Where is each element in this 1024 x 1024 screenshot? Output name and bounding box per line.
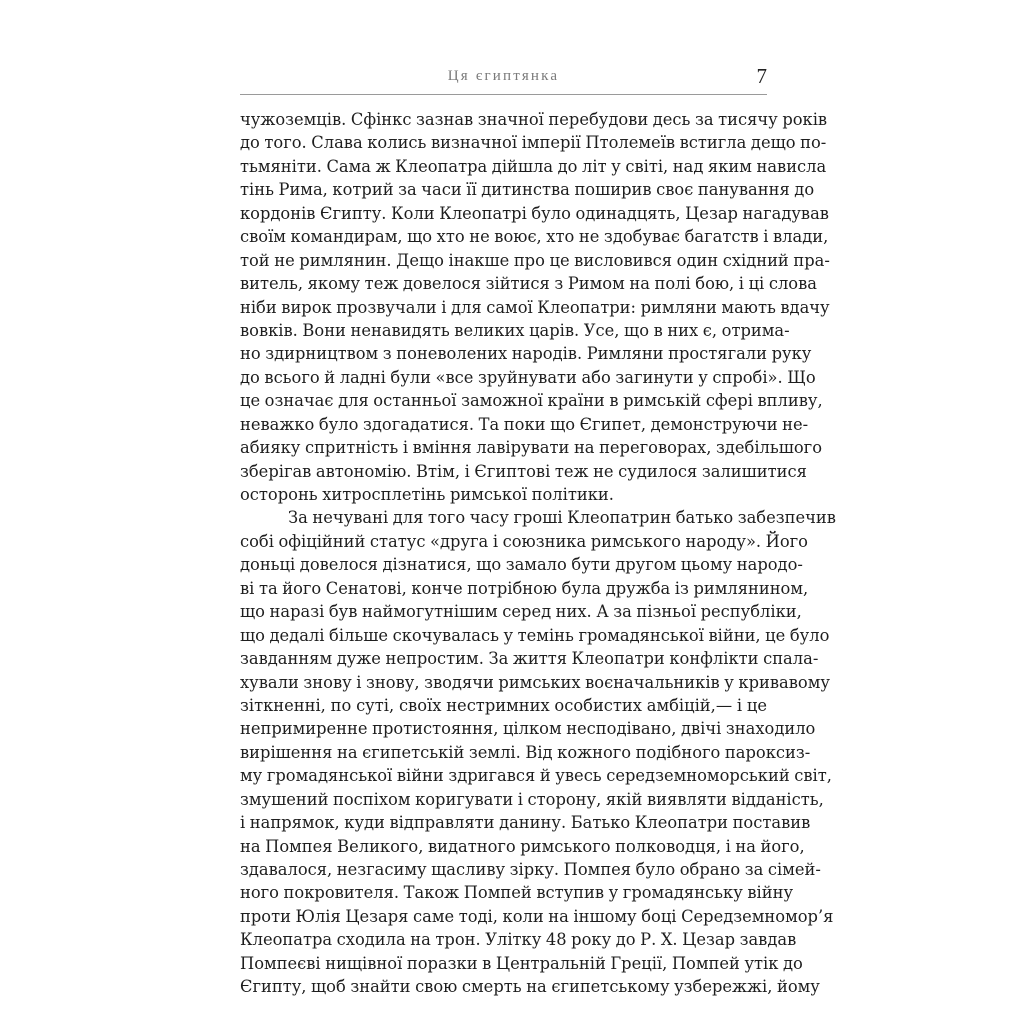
text-line: вовків. Вони ненавидять великих царів. Усе, що в них є, отрима- [240, 320, 790, 340]
text-line: зіткненні, по суті, своїх нестримних особистих амбіцій,— і це [240, 695, 767, 715]
text-line: змушений поспіхом коригувати і сторону, якій виявляти відданість, [240, 789, 824, 809]
text-line: За нечувані для того часу гроші Клеопатрин батько забезпечив [288, 508, 836, 528]
text-line: осторонь хитросплетінь римської політики. [240, 485, 614, 504]
text-line: своїм командирам, що хто не воює, хто не здобуває багатств і влади, [240, 227, 829, 247]
text-line: чужоземців. Сфінкс зазнав значної перебудови десь за тисячу років [240, 110, 828, 129]
text-line: до всього й ладні були «все зруйнувати або загинути у спробі». Що [240, 367, 816, 387]
text-line: Помпеєві нищівної поразки в Центральній Греції, Помпей утік до [240, 953, 803, 973]
text-line: до того. Слава колись визначної імперії Птолемеїв встигла дещо по- [240, 133, 827, 153]
text-line: витель, якому теж довелося зійтися з Римом на полі бою, і ці слова [240, 274, 817, 294]
text-line: но здирництвом з поневолених народів. Римляни простягали руку [240, 344, 812, 364]
text-line: хували знову і знову, зводячи римських воєначальників у кривавому [240, 672, 830, 692]
text-line: кордонів Єгипту. Коли Клеопатрі було одинадцять, Цезар нагадував [240, 203, 829, 223]
text-line: Єгипту, щоб знайти свою смерть на єгипетському узбережжі, йому [240, 977, 820, 997]
text-line: тінь Рима, котрий за часи її дитинства поширив своє панування до [240, 180, 815, 200]
text-line: ніби вирок прозвучали і для самої Клеопатри: римляни мають вдачу [240, 297, 830, 317]
text-line: що дедалі більше скочувалась у темінь громадянської війни, це було [240, 625, 830, 645]
page-number: 7 [756, 64, 767, 88]
text-line: вирішення на єгипетській землі. Від кожного подібного пароксиз- [240, 742, 811, 762]
text-line: той не римлянин. Дещо інакше про це висловився один східний пра- [240, 250, 830, 270]
text-line: ного покровителя. Також Помпей вступив у громадянську війну [240, 883, 794, 903]
text-line: абияку спритність і вміння лавірувати на переговорах, здебільшого [240, 438, 823, 458]
running-head [240, 64, 767, 92]
text-line: завданням дуже непростим. За життя Клеопатри конфлікти спала- [240, 649, 819, 669]
text-line: собі офіційний статус «друга і союзника римського народу». Його [240, 531, 808, 551]
text-line: Клеопатра сходила на трон. Улітку 48 року до Р. Х. Цезар завдав [240, 930, 797, 950]
text-line: здавалося, незгасиму щасливу зірку. Помпея було обрано за сімей- [240, 860, 821, 879]
text-line: і напрямок, куди відправляти данину. Батько Клеопатри поставив [240, 813, 811, 833]
text-line: що наразі був наймогутнішим серед них. А за пізньої республіки, [240, 602, 802, 622]
text-line: непримиренне протистояння, цілком несподівано, двічі знаходило [240, 719, 816, 739]
text-line: це означає для останньої заможної країни в римській сфері впливу, [240, 391, 823, 411]
header-rule [240, 94, 767, 95]
running-title: Ця єгиптянка [447, 68, 560, 84]
text-line: му громадянської війни здригався й увесь середземноморський світ, [240, 766, 832, 786]
text-line: проти Юлія Цезаря саме тоді, коли на іншому боці Середземномор’я [240, 906, 834, 926]
text-line: неважко було здогадатися. Та поки що Єгипет, демонструючи не- [240, 414, 809, 434]
text-line: на Помпея Великого, видатного римського полководця, і на його, [240, 836, 805, 856]
body-text [240, 108, 836, 999]
text-line: ві та його Сенатові, конче потрібною була дружба із римлянином, [240, 578, 809, 598]
text-line: тьмяніти. Сама ж Клеопатра дійшла до літ у світі, над яким нависла [240, 156, 827, 176]
text-line: доньці довелося дізнатися, що замало бути другом цьому народо- [240, 555, 803, 575]
text-line: зберігав автономію. Втім, і Єгиптові теж не судилося залишитися [240, 461, 807, 481]
